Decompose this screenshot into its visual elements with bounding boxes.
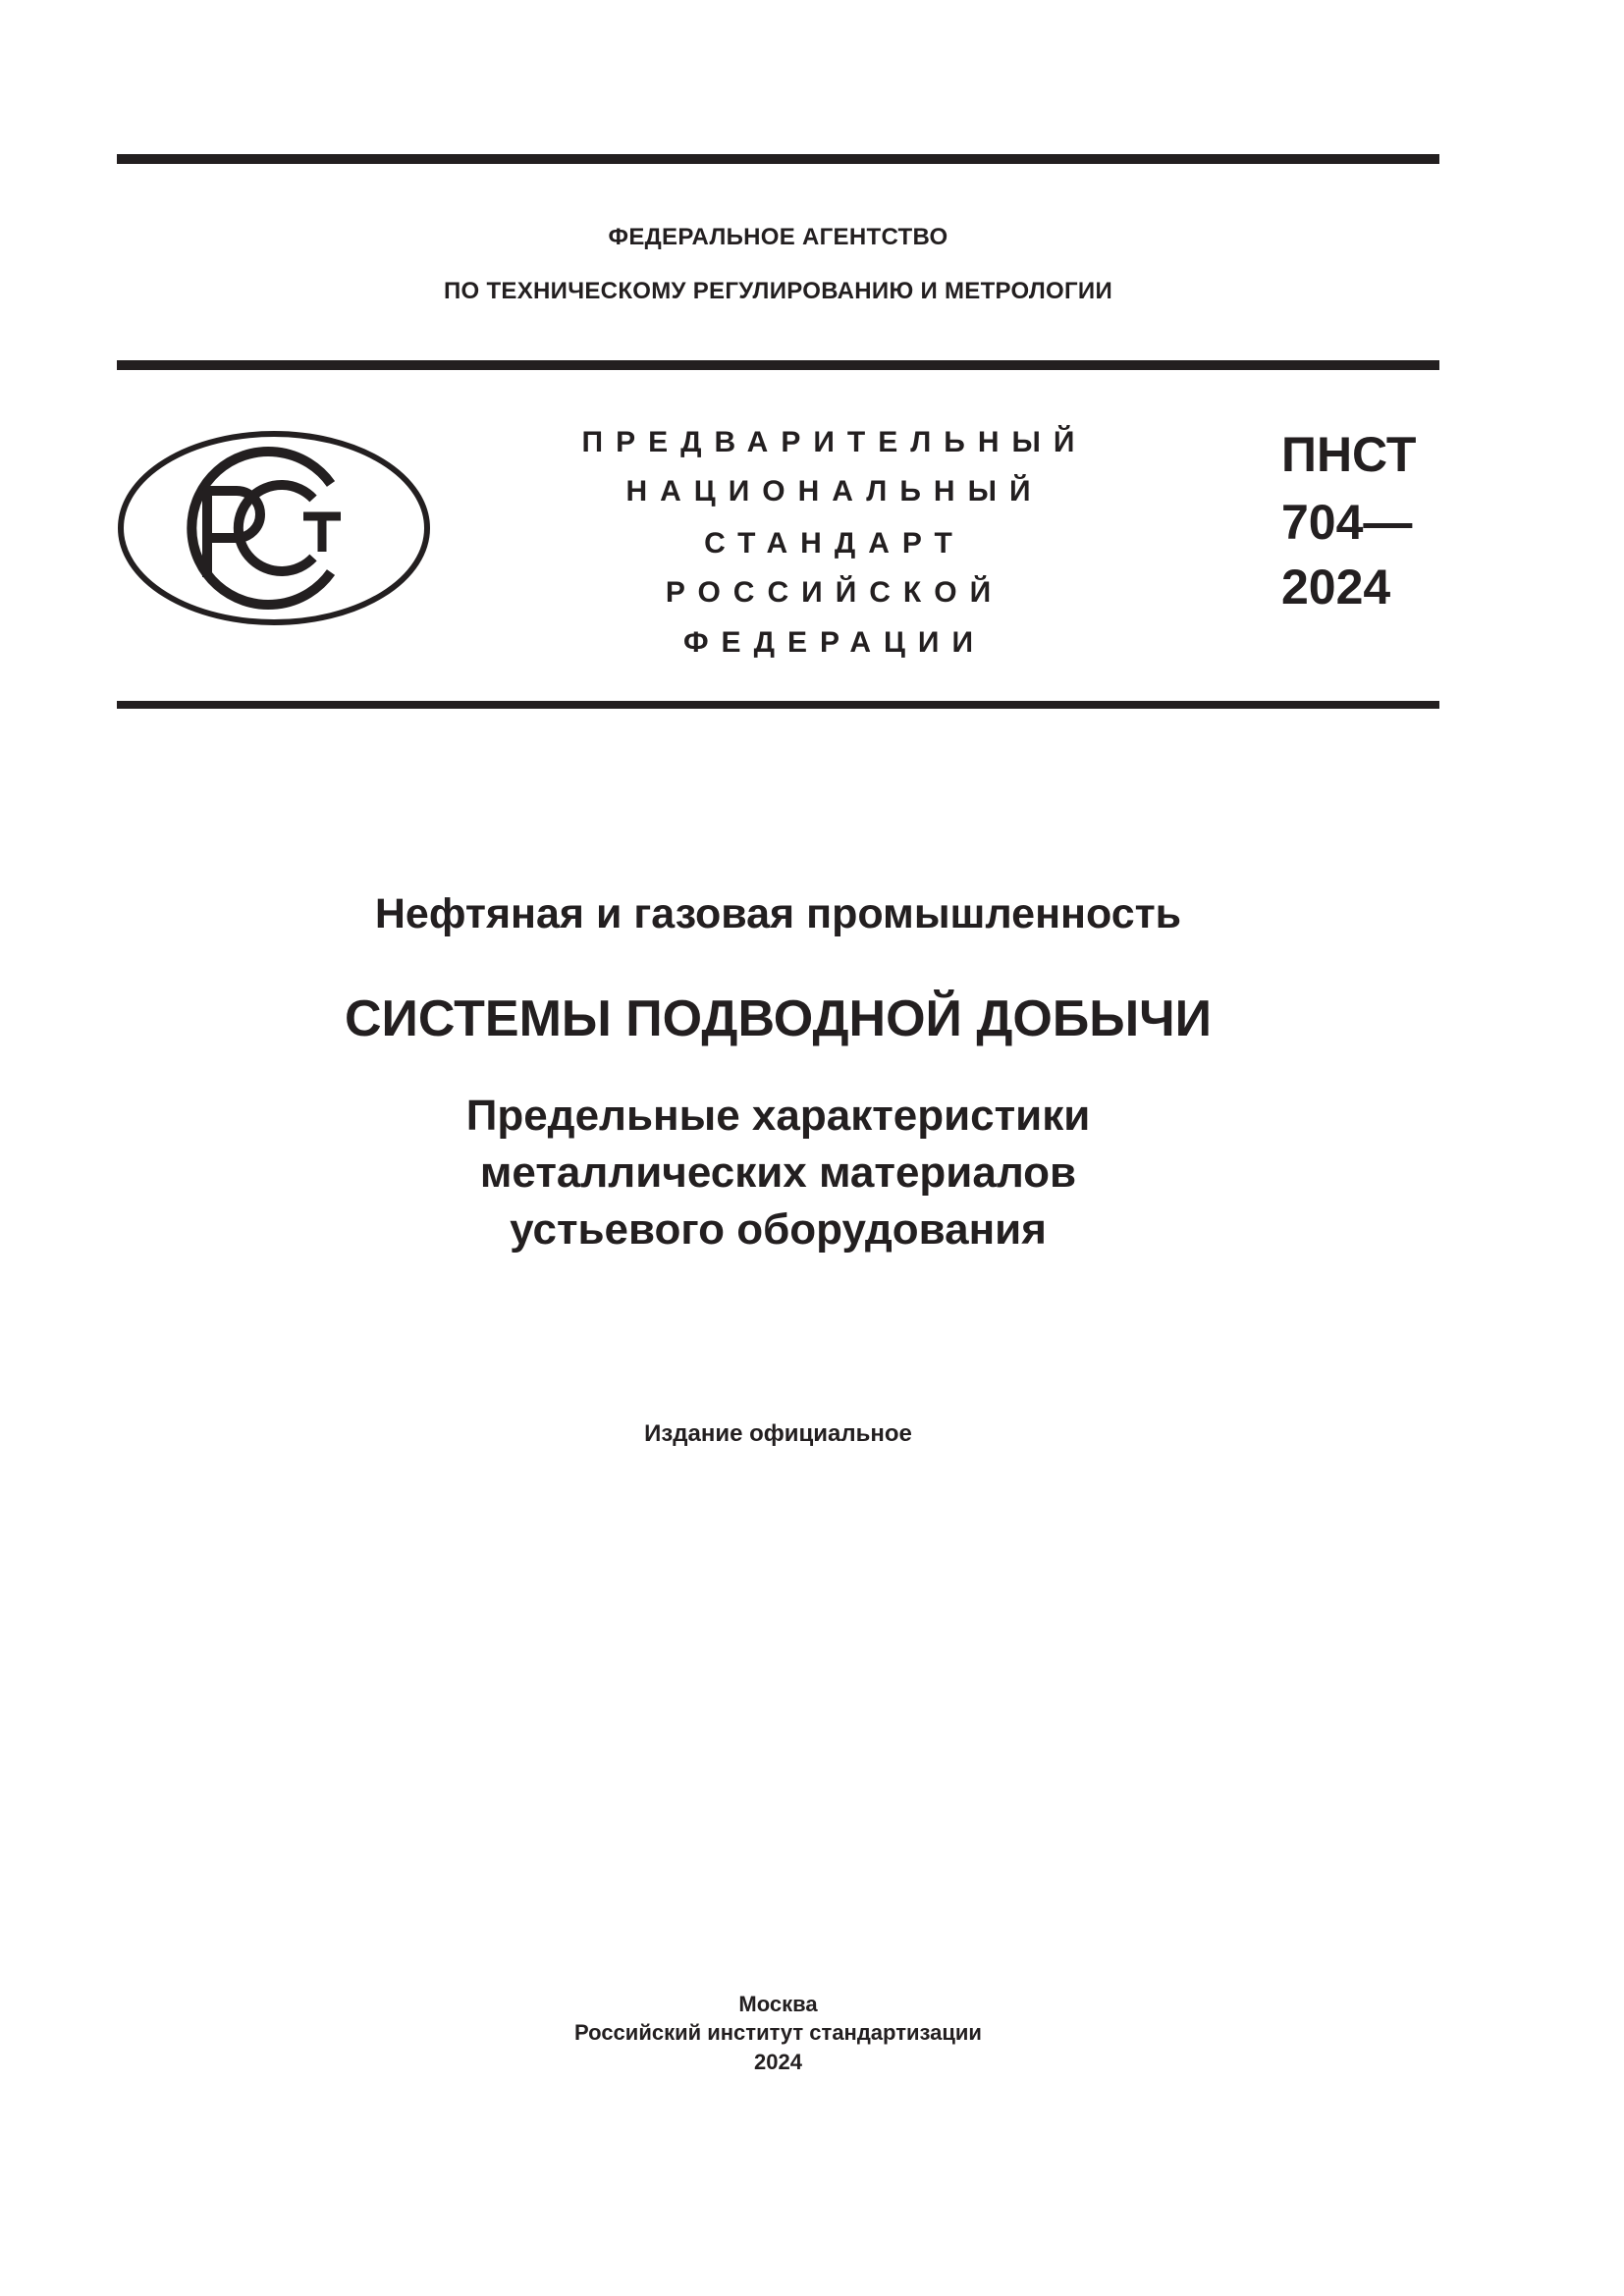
main-title: СИСТЕМЫ ПОДВОДНОЙ ДОБЫЧИ [344,990,1213,1047]
subtitle-line-3: устьевого оборудования [510,1205,1047,1254]
top-rule [117,154,1439,164]
status-line-2: НАЦИОНАЛЬНЫЙ [625,475,1044,507]
subtitle-line-1: Предельные характеристики [465,1092,1091,1140]
imprint-publisher: Российский институт стандартизации [574,2020,982,2045]
agency-name-line-2: ПО ТЕХНИЧЕСКОМУ РЕГУЛИРОВАНИЮ И МЕТРОЛОГИИ [443,278,1113,304]
standard-designation-year: 2024 [1281,560,1391,614]
status-line-3: СТАНДАРТ [704,527,965,560]
subtitle [117,1088,1439,1258]
status-line-1: ПРЕДВАРИТЕЛЬНЫЙ [581,426,1088,458]
standard-designation-prefix: ПНСТ [1281,427,1417,482]
edition-note: Издание официальное [644,1420,912,1447]
agency-name-line-1: ФЕДЕРАЛЬНОЕ АГЕНТСТВО [608,224,948,250]
gost-r-certification-mark-icon [117,430,431,626]
middle-rule [117,360,1439,370]
industry-title: Нефтяная и газовая промышленность [374,890,1182,937]
status-line-5: ФЕДЕРАЦИИ [682,626,987,659]
imprint-city: Москва [738,1992,818,2016]
status-line-4: РОССИЙСКОЙ [665,576,1004,609]
imprint-year: 2024 [754,2050,802,2074]
bottom-rule [117,701,1439,709]
standard-designation-number: 704— [1281,495,1413,550]
subtitle-line-2: металлических материалов [479,1148,1077,1197]
